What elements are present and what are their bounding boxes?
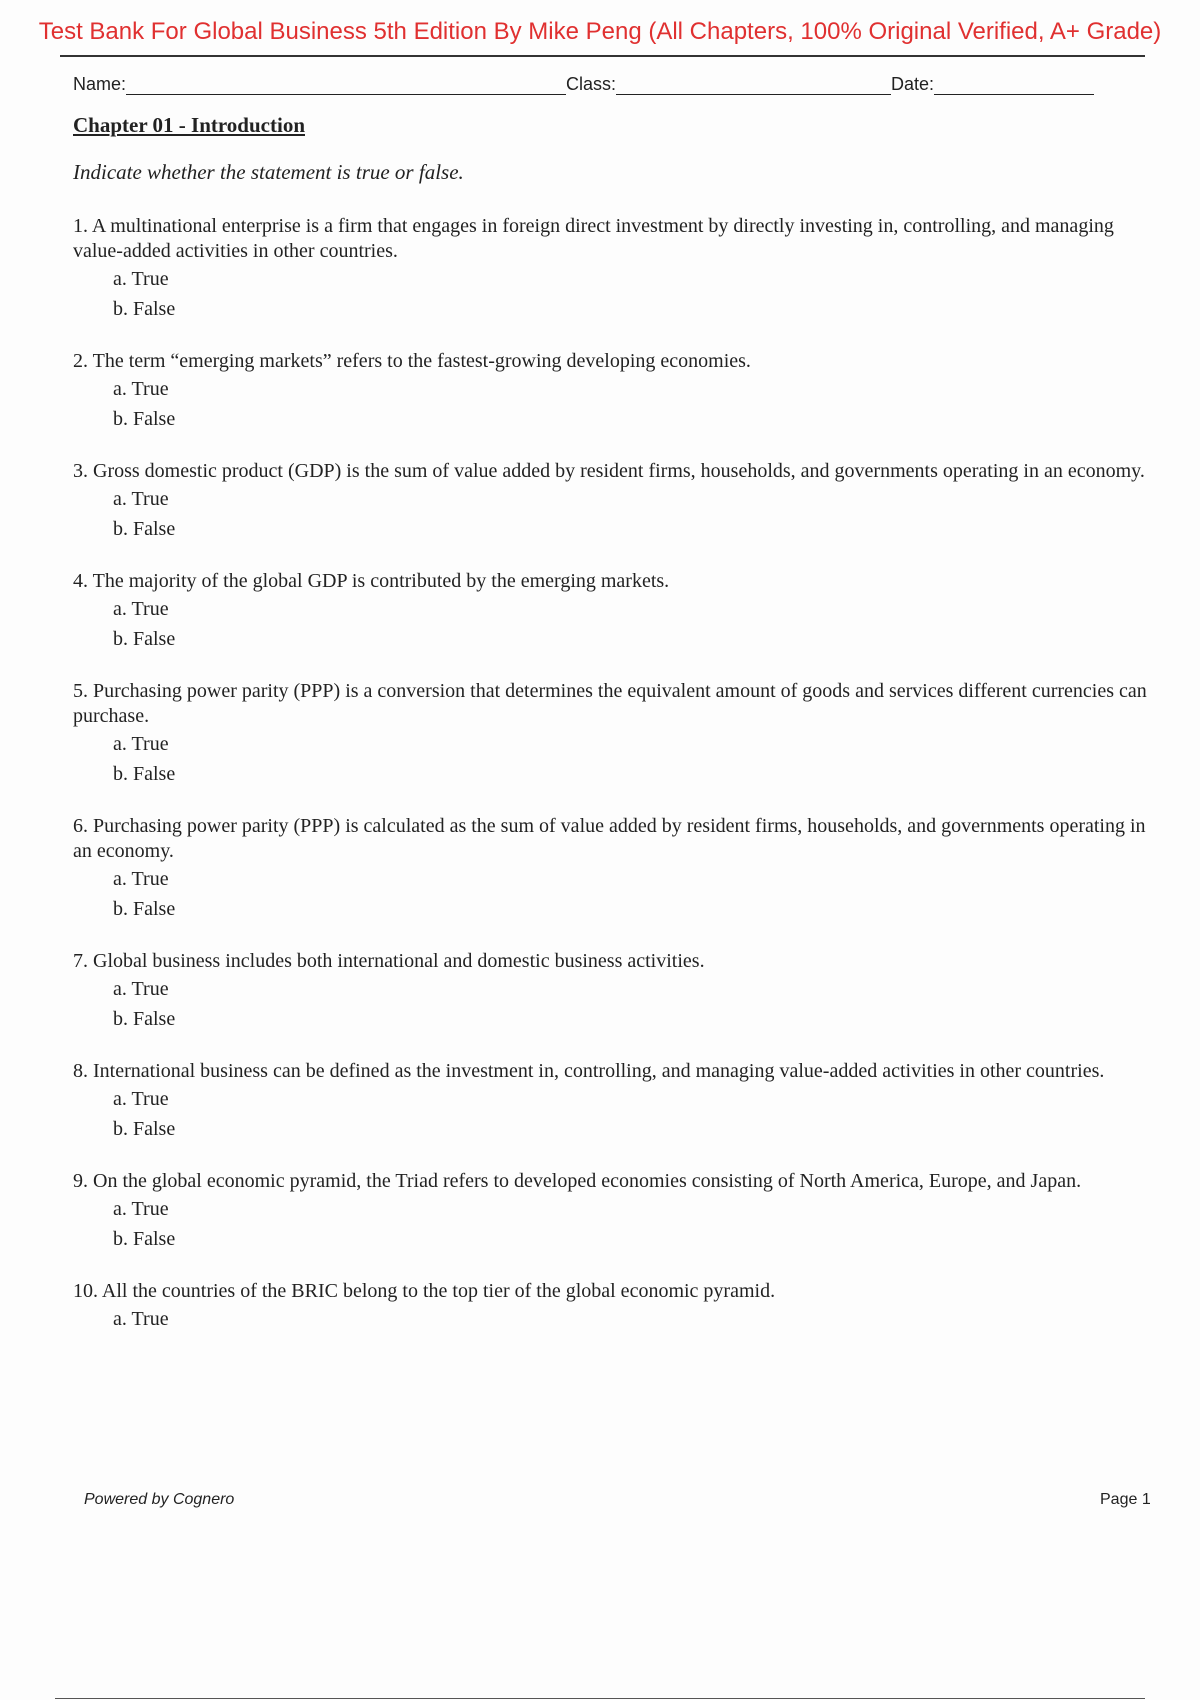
answer-option-true[interactable]: a. True xyxy=(113,1088,169,1110)
answer-option-false[interactable]: b. False xyxy=(113,518,176,540)
class-label: Class: xyxy=(566,74,617,94)
answer-option-false[interactable]: b. False xyxy=(113,298,176,320)
answer-option-false[interactable]: b. False xyxy=(113,1228,176,1250)
class-input-line[interactable] xyxy=(616,74,891,95)
date-label: Date: xyxy=(891,74,935,94)
student-info-fields xyxy=(73,74,1166,95)
question-stem: 10. All the countries of the BRIC belong to the top tier of the global economic pyramid. xyxy=(73,1280,776,1302)
answer-option-false[interactable]: b. False xyxy=(113,763,176,785)
instructions-text: Indicate whether the statement is true or false. xyxy=(73,160,464,184)
powered-by-text: Powered by Cognero xyxy=(84,1491,235,1508)
question-stem: 6. Purchasing power parity (PPP) is calculated as the sum of value added by resident firms, households, and governments operating in an economy. xyxy=(73,815,1146,862)
question-item xyxy=(73,949,1163,1034)
question-item xyxy=(73,214,1163,324)
document-banner-title: Test Bank For Global Business 5th Edition By Mike Peng (All Chapters, 100% Original Verified, A+ Grade) xyxy=(38,18,1162,45)
answer-option-true[interactable]: a. True xyxy=(113,1198,169,1220)
question-item xyxy=(73,1279,1163,1334)
question-item xyxy=(73,814,1163,924)
date-input-line[interactable] xyxy=(934,74,1094,95)
answer-option-true[interactable]: a. True xyxy=(113,488,169,510)
answer-option-true[interactable]: a. True xyxy=(113,378,169,400)
page-number: Page 1 xyxy=(1100,1491,1151,1508)
question-list xyxy=(73,214,1163,1359)
question-stem: 2. The term “emerging markets” refers to the fastest-growing developing economies. xyxy=(73,350,751,372)
chapter-heading: Chapter 01 - Introduction xyxy=(73,113,305,137)
date-field xyxy=(891,74,1094,95)
question-stem: 7. Global business includes both international and domestic business activities. xyxy=(73,950,705,972)
question-item xyxy=(73,1169,1163,1254)
name-input-line[interactable] xyxy=(126,74,566,95)
question-stem: 3. Gross domestic product (GDP) is the sum of value added by resident firms, households, and governments operating in an economy. xyxy=(73,460,1145,482)
answer-option-true[interactable]: a. True xyxy=(113,1308,169,1330)
question-stem: 4. The majority of the global GDP is contributed by the emerging markets. xyxy=(73,570,670,592)
answer-option-false[interactable]: b. False xyxy=(113,898,176,920)
bottom-divider xyxy=(55,1698,1145,1699)
answer-option-true[interactable]: a. True xyxy=(113,733,169,755)
question-item xyxy=(73,679,1163,789)
question-stem: 5. Purchasing power parity (PPP) is a conversion that determines the equivalent amount of goods and services different currencies can purchase. xyxy=(73,680,1147,727)
answer-option-false[interactable]: b. False xyxy=(113,1008,176,1030)
answer-option-false[interactable]: b. False xyxy=(113,408,176,430)
name-field xyxy=(73,74,566,95)
question-item xyxy=(73,1059,1163,1144)
answer-option-true[interactable]: a. True xyxy=(113,868,169,890)
class-field xyxy=(566,74,891,95)
question-item xyxy=(73,349,1163,434)
question-stem: 1. A multinational enterprise is a firm that engages in foreign direct investment by directly investing in, controlling, and managing value-added activities in other countries. xyxy=(73,215,1114,262)
banner-divider xyxy=(60,55,1145,57)
question-stem: 9. On the global economic pyramid, the Triad refers to developed economies consisting of North America, Europe, and Japan. xyxy=(73,1170,1082,1192)
question-stem: 8. International business can be defined as the investment in, controlling, and managing value-added activities in other countries. xyxy=(73,1060,1105,1082)
answer-option-true[interactable]: a. True xyxy=(113,598,169,620)
name-label: Name: xyxy=(73,74,127,94)
answer-option-false[interactable]: b. False xyxy=(113,628,176,650)
answer-option-true[interactable]: a. True xyxy=(113,978,169,1000)
answer-option-false[interactable]: b. False xyxy=(113,1118,176,1140)
answer-option-true[interactable]: a. True xyxy=(113,268,169,290)
question-item xyxy=(73,569,1163,654)
question-item xyxy=(73,459,1163,544)
